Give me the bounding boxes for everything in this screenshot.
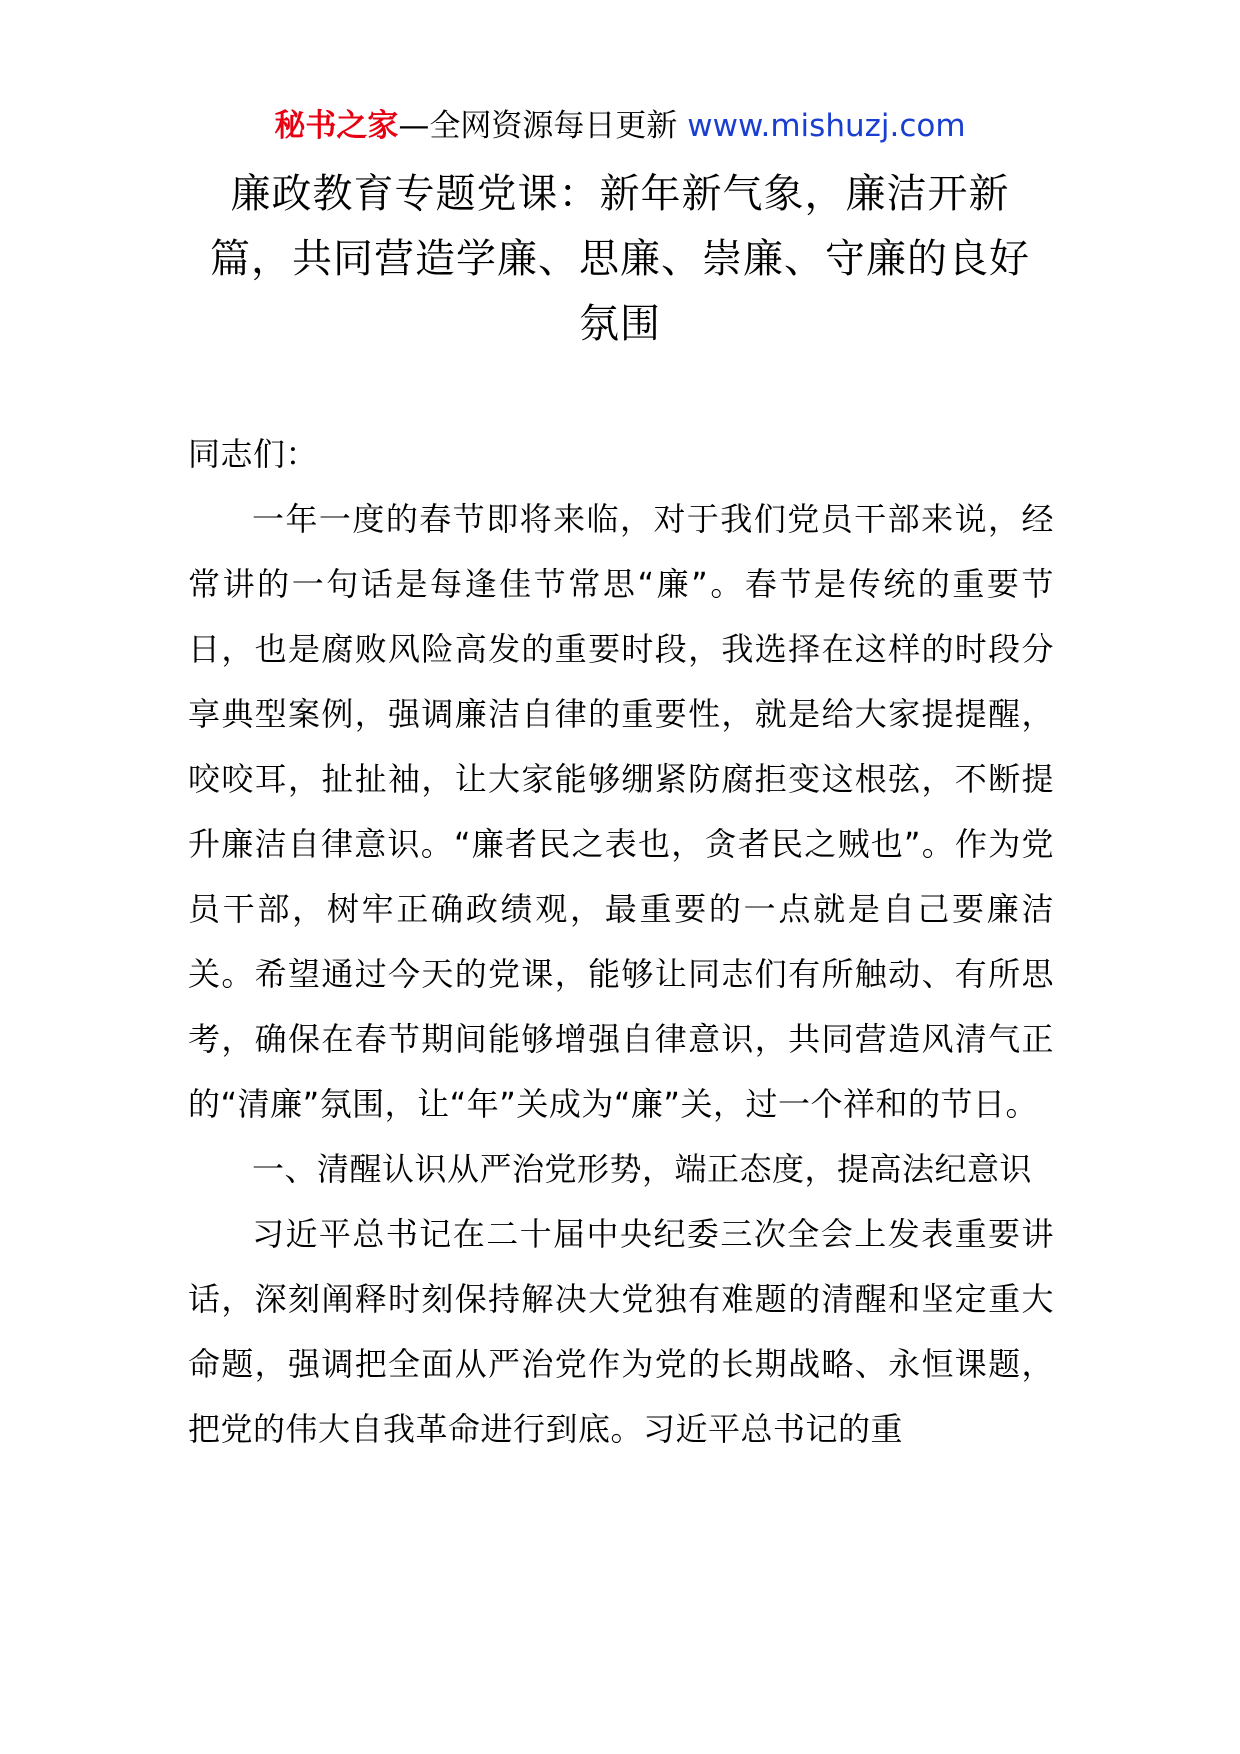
section-heading: 一、清醒认识从严治党形势，端正态度，提高法纪意识 bbox=[252, 1150, 1033, 1188]
site-tagline: —全网资源每日更新 bbox=[398, 108, 688, 144]
site-header bbox=[0, 98, 1240, 154]
body-paragraph: 一年一度的春节即将来临，对于我们党员干部来说，经常讲的一句话是每逢佳节常思“廉”。春节是传统的重要节日，也是腐败风险高发的重要时段，我选择在这样的时段分享典型案例，强调廉洁自律的重要性，就是给大家提提醒，咬咬耳，扯扯袖，让大家能够绷紧防腐拒变这根弦，不断提升廉洁自律意识。“廉者民之表也，贪者民之贼也”。作为党员干部，树牢正确政绩观，最重要的一点就是自己要廉洁关。希望通过今天的党课，能够让同志们有所触动、有所思考，确保在春节期间能够增强自律意识，共同营造风清气正的“清廉”氛围，让“年”关成为“廉”关，过一个祥和的节日。 bbox=[188, 500, 1054, 1123]
site-url-link[interactable]: www.mishuzj.com bbox=[687, 108, 966, 144]
document-title: 廉政教育专题党课：新年新气象，廉洁开新篇，共同营造学廉、思廉、崇廉、守廉的良好氛围 bbox=[210, 171, 1030, 347]
site-brand: 秘书之家 bbox=[274, 108, 399, 144]
section-paragraph: 习近平总书记在二十届中央纪委三次全会上发表重要讲话，深刻阐释时刻保持解决大党独有难题的清醒和坚定重大命题，强调把全面从严治党作为党的长期战略、永恒课题，把党的伟大自我革命进行到底。习近平总书记的重 bbox=[188, 1215, 1054, 1448]
document-body bbox=[188, 422, 1054, 1462]
greeting: 同志们： bbox=[188, 435, 319, 473]
